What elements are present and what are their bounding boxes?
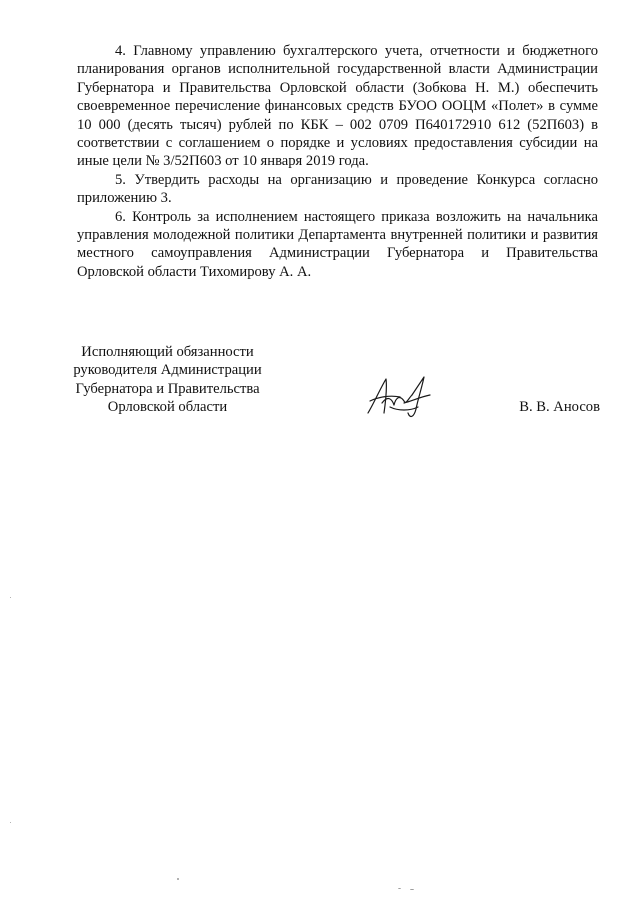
scan-speck bbox=[10, 597, 11, 598]
signer-position-line: Губернатора и Правительства bbox=[75, 380, 260, 397]
signer-position bbox=[60, 343, 275, 417]
signer-position-line: Исполняющий обязанности bbox=[81, 344, 254, 360]
scan-speck bbox=[398, 888, 401, 889]
signer-name: В. В. Аносов bbox=[519, 399, 600, 415]
scan-speck bbox=[177, 878, 179, 880]
signer-position-line: руководителя Администрации bbox=[73, 362, 262, 379]
handwritten-signature bbox=[360, 373, 440, 423]
signer-position-line: Орловской области bbox=[107, 399, 228, 416]
document-body bbox=[77, 42, 598, 281]
signature-block bbox=[60, 343, 600, 423]
scan-speck bbox=[10, 822, 11, 823]
paragraph-item-4: 4. Главному управлению бухгалтерского учета, отчетности и бюджетного планирования органов исполнительной государственной власти Администрации Губернатора и Правительства Орловской области (Зобкова Н. М.) обеспечить своевременное перечисление финансовых средств БУОО ООЦМ «Полет» в сумме 10 000 (десять тысяч) рублей по КБК – 002 0709 П640172910 612 (52П603) в соответствии с соглашением о порядке и условиях предоставления субсидии на иные цели № 3/52П603 от 10 января 2019 года. bbox=[77, 43, 598, 170]
paragraph-item-5: 5. Утвердить расходы на организацию и проведение Конкурса согласно приложению 3. bbox=[77, 171, 598, 207]
paragraph-item-6: 6. Контроль за исполнением настоящего приказа возложить на начальника управления молодежной политики Департамента внутренней политики и развития местного самоуправления Администрации Губернатора и Правительства Орловской области Тихомирову А. А. bbox=[77, 208, 598, 280]
scan-speck bbox=[410, 889, 414, 890]
